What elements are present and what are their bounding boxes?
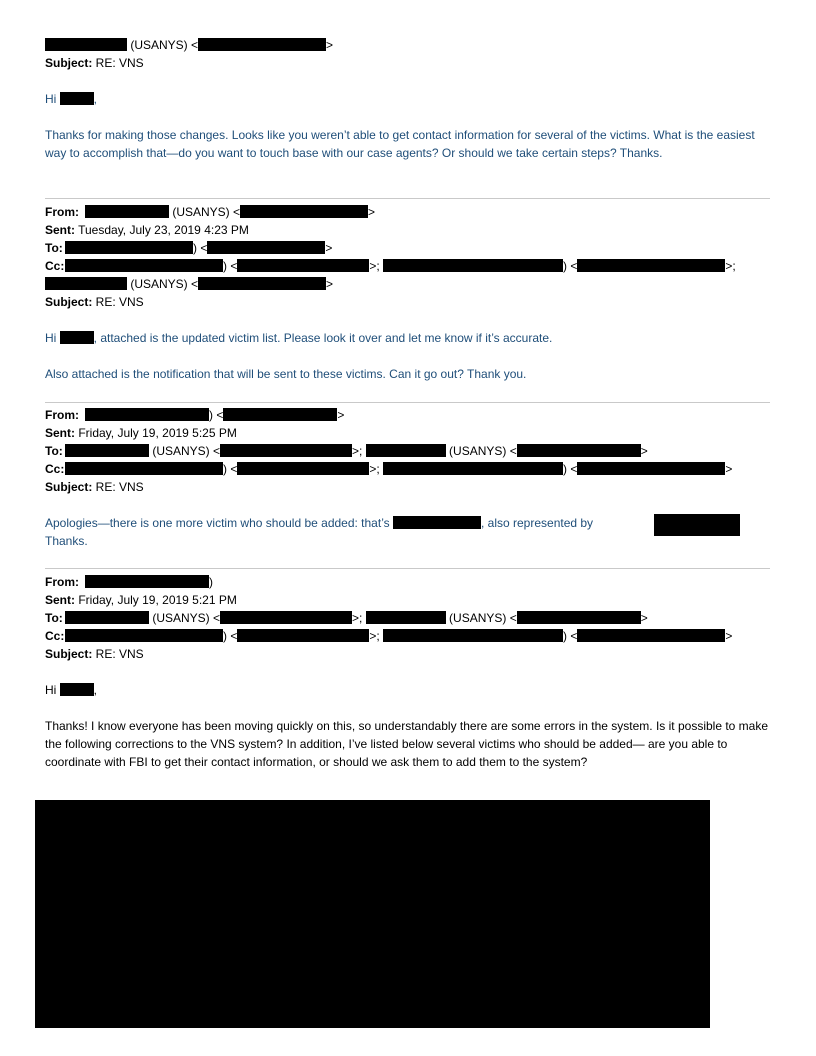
paren-lt: ) < <box>563 462 578 476</box>
sent-label: Sent: <box>45 426 75 440</box>
greeting-text: Hi <box>45 683 60 697</box>
redaction-box <box>65 241 193 254</box>
angle-close: > <box>326 277 334 291</box>
redaction-box <box>207 241 325 254</box>
separator: >; <box>352 444 366 458</box>
redaction-box <box>220 444 352 457</box>
redaction-box <box>383 462 563 475</box>
message1-body: Thanks for making those changes. Looks like you weren’t able to get contact information for several of the victims. What is the easiest way to accomplish that—do you want to touch base with our case agents? Or should we take certain steps? Thanks. <box>45 128 755 160</box>
email3-body-line2: Thanks. <box>45 534 88 548</box>
separator: >; <box>369 629 384 643</box>
redaction-box <box>220 611 352 624</box>
divider <box>45 198 770 199</box>
angle-close: > <box>325 241 333 255</box>
usanys-suffix: (USANYS) < <box>445 444 517 458</box>
greeting-text: Hi <box>45 331 60 345</box>
sent-label: Sent: <box>45 593 75 607</box>
to-label: To: <box>45 241 63 255</box>
angle-close: > <box>337 408 345 422</box>
email2-from-line <box>45 203 376 221</box>
redaction-box <box>198 277 326 290</box>
redaction-box <box>60 331 94 344</box>
angle-close: > <box>368 205 376 219</box>
subject-value: RE: VNS <box>92 56 144 70</box>
greeting-text: Hi <box>45 92 60 106</box>
email4-cc-line <box>45 627 733 645</box>
redaction-box <box>45 38 127 51</box>
redaction-box <box>237 629 369 642</box>
email3-from-line <box>45 406 345 424</box>
redaction-box <box>65 611 149 624</box>
redaction-box <box>223 408 337 421</box>
email2-sent-line <box>45 221 249 239</box>
redaction-box <box>383 259 563 272</box>
header-from-line <box>45 36 333 54</box>
email2-cc-line-2 <box>45 275 333 293</box>
usanys-suffix: (USANYS) < <box>149 611 221 625</box>
redaction-box <box>85 408 209 421</box>
sent-value: Tuesday, July 23, 2019 4:23 PM <box>75 223 249 237</box>
redaction-box <box>517 444 641 457</box>
cc-label: Cc: <box>45 259 65 273</box>
email3-sent-line <box>45 424 237 442</box>
paren-lt: ) < <box>223 629 238 643</box>
paren-lt: ) < <box>223 462 238 476</box>
redaction-box <box>65 629 223 642</box>
separator: >; <box>369 462 384 476</box>
cc-label: Cc: <box>45 629 65 643</box>
angle-close: > <box>326 38 334 52</box>
redaction-box <box>60 92 94 105</box>
separator-end: >; <box>725 259 736 273</box>
from-label: From: <box>45 205 79 219</box>
subject-label: Subject: <box>45 56 93 70</box>
angle-close: > <box>640 611 648 625</box>
subject-value: RE: VNS <box>92 295 144 309</box>
divider <box>45 568 770 569</box>
usanys-suffix: (USANYS) < <box>149 444 221 458</box>
email3-body-line1 <box>45 514 593 532</box>
paren-lt: ) < <box>223 259 238 273</box>
email4-to-line <box>45 609 648 627</box>
redaction-box <box>85 575 209 588</box>
divider <box>45 402 770 403</box>
redaction-box <box>65 259 223 272</box>
close-paren: ) <box>209 575 213 589</box>
usanys-suffix: (USANYS) < <box>445 611 517 625</box>
redaction-box <box>85 205 169 218</box>
subject-label: Subject: <box>45 480 93 494</box>
paren-lt: ) < <box>193 241 208 255</box>
paren-lt: ) < <box>563 629 578 643</box>
body-text: , also represented by <box>480 516 594 530</box>
subject-label: Subject: <box>45 295 93 309</box>
email3-to-line <box>45 442 648 460</box>
redaction-box <box>60 683 94 696</box>
from-suffix: (USANYS) < <box>127 38 199 52</box>
email4-sent-line <box>45 591 237 609</box>
to-label: To: <box>45 611 63 625</box>
redaction-box <box>198 38 326 51</box>
redaction-box <box>577 629 725 642</box>
to-label: To: <box>45 444 63 458</box>
angle-close: > <box>640 444 648 458</box>
sent-value: Friday, July 19, 2019 5:25 PM <box>75 426 237 440</box>
paren-lt: ) < <box>209 408 224 422</box>
angle-close: > <box>725 629 733 643</box>
greeting-tail: , <box>93 683 98 697</box>
redaction-box <box>366 611 446 624</box>
header-subject-line <box>45 54 144 72</box>
redaction-box <box>65 462 223 475</box>
sent-label: Sent: <box>45 223 75 237</box>
email4-subject-line <box>45 645 144 663</box>
redaction-box <box>366 444 446 457</box>
from-label: From: <box>45 408 79 422</box>
redaction-box <box>383 629 563 642</box>
email2-body-line2: Also attached is the notification that will be sent to these victims. Can it go out? Thank you. <box>45 367 527 381</box>
body-text: , attached is the updated victim list. Please look it over and let me know if it’s accurate. <box>93 331 553 345</box>
cc-label: Cc: <box>45 462 65 476</box>
email4-greeting <box>45 681 97 699</box>
redaction-box <box>45 277 127 290</box>
redaction-block <box>35 800 710 1028</box>
redaction-box <box>517 611 641 624</box>
redaction-box <box>577 462 725 475</box>
subject-value: RE: VNS <box>92 480 144 494</box>
redaction-box <box>237 259 369 272</box>
redaction-box <box>237 462 369 475</box>
redaction-box <box>240 205 368 218</box>
body-text: Apologies—there is one more victim who should be added: that’s <box>45 516 393 530</box>
email3-cc-line <box>45 460 733 478</box>
email2-body-line1 <box>45 329 552 347</box>
redaction-box <box>393 516 481 529</box>
email2-cc-line <box>45 257 736 275</box>
redaction-box <box>65 444 149 457</box>
email3-subject-line <box>45 478 144 496</box>
paren-lt: ) < <box>563 259 578 273</box>
redaction-box <box>577 259 725 272</box>
sent-value: Friday, July 19, 2019 5:21 PM <box>75 593 237 607</box>
angle-close: > <box>725 462 733 476</box>
subject-label: Subject: <box>45 647 93 661</box>
usanys-suffix: (USANYS) < <box>127 277 199 291</box>
email4-body: Thanks! I know everyone has been moving quickly on this, so understandably there are some errors in the system. Is it possible to make the following corrections to the VNS system? In addition, I’ve listed below several victims who should be added— are you able to coordinate with FBI to get their contact information, or should we ask them to add them to the system? <box>45 719 769 769</box>
redaction-box <box>654 514 740 536</box>
separator: >; <box>352 611 366 625</box>
email4-from-line <box>45 573 213 591</box>
greeting-tail: , <box>93 92 98 106</box>
separator: >; <box>369 259 384 273</box>
message1-greeting <box>45 90 97 108</box>
from-suffix: (USANYS) < <box>169 205 241 219</box>
subject-value: RE: VNS <box>92 647 144 661</box>
from-label: From: <box>45 575 79 589</box>
email2-subject-line <box>45 293 144 311</box>
email2-to-line <box>45 239 333 257</box>
